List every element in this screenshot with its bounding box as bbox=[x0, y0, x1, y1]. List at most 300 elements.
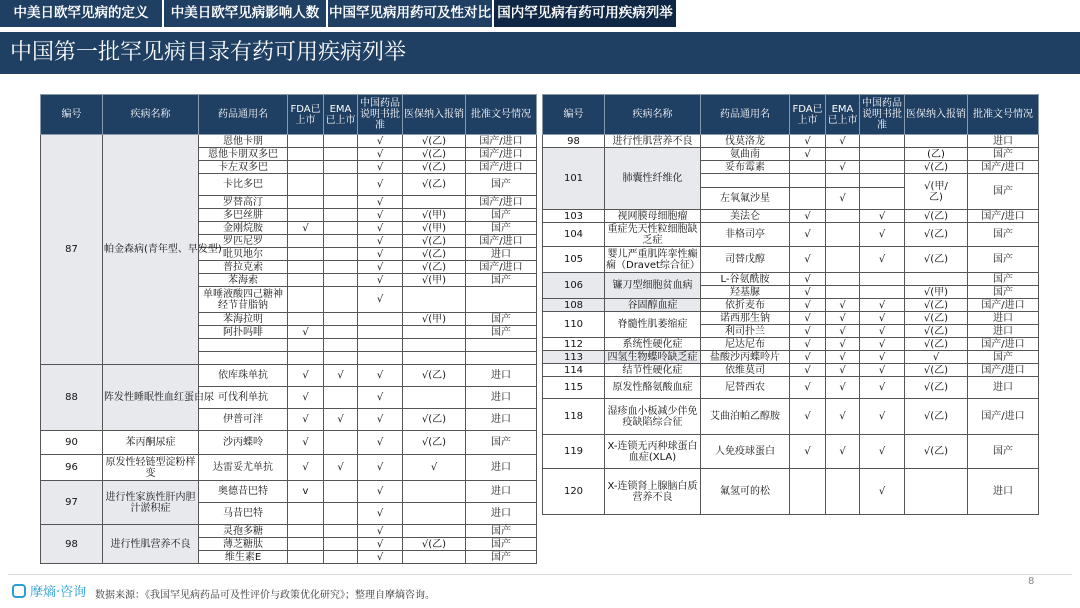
table-cell: 非格司亭 bbox=[701, 223, 790, 247]
table-row bbox=[543, 377, 1039, 399]
col-header-insurance: 医保纳入报销 bbox=[905, 95, 968, 135]
col-header-china-approval: 中国药品说明书批准 bbox=[860, 95, 905, 135]
table-cell: 国产/进口 bbox=[968, 399, 1039, 435]
table-cell: √ bbox=[826, 299, 860, 312]
table-cell: 国产/进口 bbox=[968, 210, 1039, 223]
tab-affected-population[interactable]: 中美日欧罕见病影响人数 bbox=[164, 0, 326, 27]
tab-rare-disease-definition[interactable]: 中美日欧罕见病的定义 bbox=[0, 0, 162, 27]
table-cell: 国产 bbox=[968, 435, 1039, 469]
table-cell: √(乙) bbox=[905, 210, 968, 223]
table-cell bbox=[288, 352, 324, 365]
table-cell bbox=[288, 209, 324, 222]
table-cell: 诺西那生钠 bbox=[701, 312, 790, 325]
table-cell: 112 bbox=[543, 338, 605, 351]
table-cell: √ bbox=[860, 312, 905, 325]
table-cell: √ bbox=[358, 525, 403, 538]
table-cell: 肺囊性纤维化 bbox=[605, 148, 701, 210]
table-cell: 妥布霉素 bbox=[701, 161, 790, 174]
table-cell: √ bbox=[790, 399, 826, 435]
table-cell: 国产/进口 bbox=[968, 338, 1039, 351]
table-cell: 110 bbox=[543, 312, 605, 338]
table-cell: 罗匹尼罗 bbox=[199, 235, 288, 248]
table-cell: 进口 bbox=[968, 377, 1039, 399]
table-cell: X-连锁无丙种球蛋白血症(XLA) bbox=[605, 435, 701, 469]
table-cell: 婴儿严重肌阵挛性癫痫（Dravet综合征） bbox=[606, 248, 700, 271]
col-header-drug: 药品通用名 bbox=[199, 95, 288, 135]
table-cell: 结节性硬化症 bbox=[605, 364, 701, 377]
table-cell: 进口 bbox=[968, 135, 1039, 148]
table-cell: 96 bbox=[41, 455, 103, 481]
table-cell: 115 bbox=[543, 377, 605, 399]
table-cell: 87 bbox=[41, 135, 103, 365]
table-cell: 进口 bbox=[968, 312, 1039, 325]
table-cell: √(乙) bbox=[403, 248, 466, 261]
table-cell: 国产 bbox=[968, 286, 1039, 299]
table-cell: √ bbox=[790, 338, 826, 351]
table-cell: 四氢生物蝶呤缺乏症 bbox=[605, 351, 701, 364]
table-cell: 101 bbox=[543, 148, 605, 210]
table-cell bbox=[324, 503, 358, 525]
table-cell bbox=[324, 248, 358, 261]
table-cell bbox=[288, 287, 324, 313]
table-cell: √ bbox=[288, 326, 324, 339]
table-cell: √ bbox=[860, 435, 905, 469]
table-cell bbox=[403, 196, 466, 209]
table-header-row bbox=[543, 95, 1039, 135]
table-cell bbox=[288, 135, 324, 148]
col-header-fda: FDA已上市 bbox=[790, 95, 826, 135]
table-cell: √ bbox=[860, 223, 905, 247]
table-cell: √ bbox=[288, 455, 324, 481]
table-cell bbox=[403, 503, 466, 525]
table-cell bbox=[860, 174, 905, 188]
table-cell bbox=[790, 161, 826, 174]
table-row bbox=[543, 364, 1039, 377]
table-cell: √ bbox=[826, 399, 860, 435]
table-cell: 尼替西农 bbox=[701, 377, 790, 399]
table-cell bbox=[324, 235, 358, 248]
table-cell: 国产 bbox=[968, 223, 1039, 247]
table-cell: 沙丙蝶呤 bbox=[199, 431, 288, 455]
table-cell: 国产 bbox=[968, 351, 1039, 364]
table-cell: √ bbox=[790, 210, 826, 223]
table-cell: 氨曲南 bbox=[701, 148, 790, 161]
table-cell bbox=[466, 287, 537, 313]
table-cell bbox=[905, 273, 968, 286]
table-cell bbox=[324, 352, 358, 365]
table-cell: 104 bbox=[543, 223, 605, 247]
table-cell bbox=[790, 469, 826, 515]
table-cell: 进口 bbox=[968, 325, 1039, 338]
table-cell bbox=[826, 247, 860, 273]
table-cell: 可伐利单抗 bbox=[199, 387, 288, 409]
table-cell: √(乙) bbox=[905, 247, 968, 273]
table-cell: 原发性酪氨酸血症 bbox=[605, 377, 701, 399]
table-cell: 88 bbox=[41, 365, 103, 431]
table-cell bbox=[324, 161, 358, 174]
table-cell bbox=[288, 196, 324, 209]
table-cell: 帕金森病(青年型、早发型) bbox=[103, 135, 199, 365]
table-cell: 国产 bbox=[466, 326, 537, 339]
table-cell bbox=[826, 148, 860, 161]
table-cell: √(乙) bbox=[403, 135, 466, 148]
table-cell bbox=[905, 469, 968, 515]
table-cell bbox=[403, 551, 466, 564]
table-cell bbox=[324, 339, 358, 352]
table-cell: 进行性家族性肝内胆汁淤积症 bbox=[103, 481, 199, 525]
table-cell: √ bbox=[790, 273, 826, 286]
table-cell: √ bbox=[860, 351, 905, 364]
table-cell: √ bbox=[790, 135, 826, 148]
page-number: 8 bbox=[1028, 576, 1035, 587]
table-cell: 多巴丝肼 bbox=[199, 209, 288, 222]
table-cell: √ bbox=[358, 503, 403, 525]
table-cell: 120 bbox=[543, 469, 605, 515]
table-cell: 进口 bbox=[466, 409, 537, 431]
table-cell: √(乙) bbox=[905, 377, 968, 399]
table-cell bbox=[324, 222, 358, 235]
table-row bbox=[543, 210, 1039, 223]
table-cell: 利司扑兰 bbox=[701, 325, 790, 338]
table-cell: 艾曲泊帕乙醇胺 bbox=[701, 399, 790, 435]
table-cell: 系统性硬化症 bbox=[605, 338, 701, 351]
table-cell: √ bbox=[358, 222, 403, 235]
table-cell: 普拉克索 bbox=[199, 261, 288, 274]
logo-text: 摩熵·咨询 bbox=[30, 585, 87, 600]
table-cell: 114 bbox=[543, 364, 605, 377]
table-cell: (乙) bbox=[905, 148, 968, 161]
table-cell: √(乙) bbox=[403, 365, 466, 387]
table-cell: √ bbox=[324, 365, 358, 387]
table-cell bbox=[199, 339, 288, 352]
table-cell: L-谷氨酰胺 bbox=[701, 273, 790, 286]
table-cell: 119 bbox=[543, 435, 605, 469]
col-header-disease: 疾病名称 bbox=[605, 95, 701, 135]
table-cell: √ bbox=[324, 455, 358, 481]
table-cell: 国产 bbox=[466, 551, 537, 564]
table-cell: √ bbox=[790, 312, 826, 325]
table-cell: √(乙) bbox=[403, 538, 466, 551]
table-cell bbox=[324, 313, 358, 326]
table-row bbox=[41, 481, 537, 503]
table-cell: 国产 bbox=[968, 148, 1039, 161]
table-cell: √ bbox=[790, 435, 826, 469]
table-row bbox=[41, 135, 537, 148]
table-cell: √(乙) bbox=[905, 161, 968, 174]
table-cell: 90 bbox=[41, 431, 103, 455]
table-cell: 达雷妥尤单抗 bbox=[199, 455, 288, 481]
table-cell: 氟氢可的松 bbox=[701, 469, 790, 515]
table-cell: 原发性轻链型淀粉样变 bbox=[103, 455, 199, 481]
table-cell: 国产/进口 bbox=[968, 161, 1039, 174]
table-cell: 伊普可泮 bbox=[199, 409, 288, 431]
table-cell: √ bbox=[324, 409, 358, 431]
table-cell bbox=[288, 174, 324, 196]
table-cell: √ bbox=[288, 387, 324, 409]
table-cell: √ bbox=[790, 247, 826, 273]
table-cell: 人免疫球蛋白 bbox=[701, 435, 790, 469]
table-cell: √ bbox=[288, 365, 324, 387]
table-row bbox=[41, 455, 537, 481]
table-cell: √ bbox=[826, 312, 860, 325]
table-cell: √(乙) bbox=[403, 161, 466, 174]
col-header-license: 批准文号情况 bbox=[466, 95, 537, 135]
table-cell bbox=[403, 326, 466, 339]
table-cell bbox=[324, 326, 358, 339]
table-cell: v bbox=[288, 481, 324, 503]
table-cell: √ bbox=[288, 222, 324, 235]
table-cell bbox=[826, 223, 860, 247]
table-cell: √ bbox=[358, 551, 403, 564]
table-cell bbox=[288, 148, 324, 161]
table-cell: √ bbox=[790, 223, 826, 247]
table-cell bbox=[860, 188, 905, 210]
table-cell: 湿疹血小板减少伴免疫缺陷综合征 bbox=[605, 399, 701, 435]
table-cell: 国产/进口 bbox=[466, 235, 537, 248]
table-cell: √ bbox=[358, 481, 403, 503]
table-cell bbox=[288, 551, 324, 564]
col-header-china-approval: 中国药品说明书批准 bbox=[358, 95, 403, 135]
table-cell bbox=[288, 538, 324, 551]
table-cell: 苯丙酮尿症 bbox=[103, 431, 199, 455]
table-cell bbox=[860, 273, 905, 286]
table-cell: √ bbox=[358, 538, 403, 551]
table-cell: √ bbox=[358, 274, 403, 287]
table-cell: √(乙) bbox=[403, 261, 466, 274]
table-cell: 脊髓性肌萎缩症 bbox=[605, 312, 701, 338]
table-cell: 羟基脲 bbox=[701, 286, 790, 299]
table-cell bbox=[324, 431, 358, 455]
table-cell: √ bbox=[860, 325, 905, 338]
table-cell bbox=[826, 273, 860, 286]
table-cell bbox=[288, 161, 324, 174]
page-title: 中国第一批罕见病目录有药可用疾病列举 bbox=[10, 40, 407, 65]
table-row bbox=[543, 247, 1039, 273]
table-cell: √ bbox=[790, 325, 826, 338]
table-cell: 进口 bbox=[968, 469, 1039, 515]
table-cell: 卡左双多巴 bbox=[199, 161, 288, 174]
table-cell: 国产 bbox=[466, 209, 537, 222]
logo-icon bbox=[12, 584, 26, 598]
table-cell: 98 bbox=[41, 525, 103, 564]
table-cell: √(乙) bbox=[905, 435, 968, 469]
table-cell: √(乙) bbox=[905, 399, 968, 435]
table-cell: 美法仑 bbox=[701, 210, 790, 223]
table-cell: √ bbox=[358, 287, 403, 313]
table-cell bbox=[403, 287, 466, 313]
table-cell: 进口 bbox=[466, 455, 537, 481]
data-source-note: 数据来源：《我国罕见病药品可及性评价与政策优化研究》；整理自摩熵咨询。 bbox=[95, 590, 435, 601]
table-row bbox=[543, 223, 1039, 247]
table-cell: √(乙) bbox=[905, 338, 968, 351]
table-cell: √ bbox=[790, 299, 826, 312]
table-cell: √ bbox=[790, 286, 826, 299]
table-cell bbox=[701, 174, 790, 188]
table-cell: √(甲) bbox=[403, 274, 466, 287]
table-cell: √(乙) bbox=[905, 299, 968, 312]
table-cell: √ bbox=[358, 387, 403, 409]
table-cell bbox=[826, 286, 860, 299]
table-cell bbox=[324, 525, 358, 538]
table-cell bbox=[403, 387, 466, 409]
table-cell: 谷固醇血症 bbox=[605, 299, 701, 312]
table-cell bbox=[905, 135, 968, 148]
table-cell: 国产/进口 bbox=[466, 135, 537, 148]
table-cell: 国产/进口 bbox=[968, 299, 1039, 312]
col-header-ema: EMA已上市 bbox=[324, 95, 358, 135]
table-cell: √ bbox=[403, 455, 466, 481]
table-cell bbox=[860, 148, 905, 161]
table-cell bbox=[324, 551, 358, 564]
table-row bbox=[543, 273, 1039, 286]
table-cell: √ bbox=[358, 161, 403, 174]
table-cell: √(甲/ 乙) bbox=[905, 174, 968, 210]
right-drug-table bbox=[542, 94, 1039, 515]
table-cell: √(乙) bbox=[403, 431, 466, 455]
col-header-disease: 疾病名称 bbox=[103, 95, 199, 135]
table-cell bbox=[403, 352, 466, 365]
table-cell: √ bbox=[860, 399, 905, 435]
table-cell: 恩他卡朋 bbox=[199, 135, 288, 148]
table-cell: 依折麦布 bbox=[701, 299, 790, 312]
table-cell: √(乙) bbox=[403, 148, 466, 161]
table-cell bbox=[288, 313, 324, 326]
table-cell: √(乙) bbox=[403, 409, 466, 431]
table-cell: 司替戊醇 bbox=[701, 247, 790, 273]
table-cell: √ bbox=[358, 409, 403, 431]
table-cell: 108 bbox=[543, 299, 605, 312]
table-cell: √ bbox=[826, 435, 860, 469]
table-cell: √ bbox=[826, 188, 860, 210]
table-cell bbox=[403, 339, 466, 352]
table-cell: 国产/进口 bbox=[466, 161, 537, 174]
table-cell: √ bbox=[358, 196, 403, 209]
table-cell bbox=[324, 174, 358, 196]
table-cell: 进口 bbox=[466, 481, 537, 503]
col-header-id: 编号 bbox=[543, 95, 605, 135]
table-cell: √ bbox=[860, 469, 905, 515]
table-cell bbox=[403, 481, 466, 503]
table-cell: 国产 bbox=[466, 222, 537, 235]
table-cell: √ bbox=[358, 431, 403, 455]
table-cell: 镰刀型细胞贫血病 bbox=[605, 273, 701, 299]
table-cell bbox=[324, 261, 358, 274]
table-row bbox=[543, 148, 1039, 161]
table-cell: 进行性肌营养不良 bbox=[605, 135, 701, 148]
table-cell: √ bbox=[358, 148, 403, 161]
table-cell: √ bbox=[860, 210, 905, 223]
table-cell: 进口 bbox=[466, 365, 537, 387]
tab-drug-accessibility[interactable]: 中国罕见病用药可及性对比 bbox=[328, 0, 492, 27]
table-cell: 103 bbox=[543, 210, 605, 223]
table-cell bbox=[324, 274, 358, 287]
table-cell: √ bbox=[860, 338, 905, 351]
table-cell: 国产 bbox=[466, 525, 537, 538]
table-row bbox=[41, 365, 537, 387]
table-cell: 国产/进口 bbox=[466, 196, 537, 209]
table-cell: √ bbox=[288, 409, 324, 431]
table-cell: 阿扑吗啡 bbox=[199, 326, 288, 339]
table-cell bbox=[288, 235, 324, 248]
col-header-license: 批准文号情况 bbox=[968, 95, 1039, 135]
table-cell: 阵发性睡眠性血红蛋白尿 bbox=[103, 365, 199, 431]
table-cell bbox=[358, 352, 403, 365]
table-cell: √(甲) bbox=[403, 222, 466, 235]
table-cell: 98 bbox=[543, 135, 605, 148]
top-tab-bar bbox=[0, 0, 1080, 27]
tab-domestic-disease-list[interactable]: 国内罕见病有药可用疾病列举 bbox=[492, 0, 678, 27]
table-cell: √ bbox=[860, 364, 905, 377]
table-cell: √ bbox=[358, 455, 403, 481]
table-cell bbox=[288, 503, 324, 525]
table-cell: 国产 bbox=[968, 174, 1039, 210]
table-cell: √ bbox=[860, 377, 905, 399]
table-cell: 105 bbox=[543, 247, 605, 273]
table-cell bbox=[358, 313, 403, 326]
table-cell: √ bbox=[358, 261, 403, 274]
table-cell: 依维莫司 bbox=[701, 364, 790, 377]
table-cell bbox=[288, 261, 324, 274]
table-row bbox=[543, 299, 1039, 312]
table-cell: √ bbox=[790, 377, 826, 399]
table-cell bbox=[324, 481, 358, 503]
table-cell: 卡比多巴 bbox=[199, 174, 288, 196]
table-cell bbox=[403, 525, 466, 538]
table-row bbox=[41, 525, 537, 538]
table-cell: √(乙) bbox=[403, 174, 466, 196]
table-cell bbox=[826, 469, 860, 515]
table-cell: √ bbox=[358, 209, 403, 222]
table-cell: 苯海索 bbox=[199, 274, 288, 287]
col-header-insurance: 医保纳入报销 bbox=[403, 95, 466, 135]
table-cell: 盐酸沙丙蝶呤片 bbox=[701, 351, 790, 364]
table-cell: √ bbox=[826, 364, 860, 377]
table-cell: √(甲) bbox=[403, 209, 466, 222]
table-cell bbox=[860, 286, 905, 299]
table-cell: √ bbox=[358, 248, 403, 261]
table-cell: 97 bbox=[41, 481, 103, 525]
table-cell: √ bbox=[905, 351, 968, 364]
table-cell bbox=[358, 339, 403, 352]
table-cell: 国产 bbox=[466, 538, 537, 551]
table-row bbox=[543, 338, 1039, 351]
table-cell bbox=[790, 174, 826, 188]
table-cell: √(甲) bbox=[905, 286, 968, 299]
table-cell: 国产/进口 bbox=[466, 261, 537, 274]
table-cell: √ bbox=[288, 431, 324, 455]
table-cell bbox=[288, 274, 324, 287]
table-row bbox=[543, 435, 1039, 469]
table-cell bbox=[324, 135, 358, 148]
table-cell: √ bbox=[826, 338, 860, 351]
company-logo bbox=[12, 581, 86, 601]
col-header-fda: FDA已上市 bbox=[288, 95, 324, 135]
table-cell: 薄芝糖肽 bbox=[199, 538, 288, 551]
table-cell bbox=[288, 248, 324, 261]
table-cell: √ bbox=[790, 148, 826, 161]
table-cell: √(甲) bbox=[403, 313, 466, 326]
table-cell: 马昔巴特 bbox=[199, 503, 288, 525]
table-cell bbox=[826, 174, 860, 188]
table-cell: √ bbox=[358, 365, 403, 387]
table-row bbox=[41, 431, 537, 455]
table-cell: 吡贝地尔 bbox=[199, 248, 288, 261]
table-cell: 金刚烷胺 bbox=[199, 222, 288, 235]
table-cell: √ bbox=[826, 325, 860, 338]
table-cell: 进口 bbox=[466, 503, 537, 525]
table-cell: 单唾液酸四己糖神经节苷脂钠 bbox=[199, 287, 288, 313]
table-row bbox=[543, 399, 1039, 435]
